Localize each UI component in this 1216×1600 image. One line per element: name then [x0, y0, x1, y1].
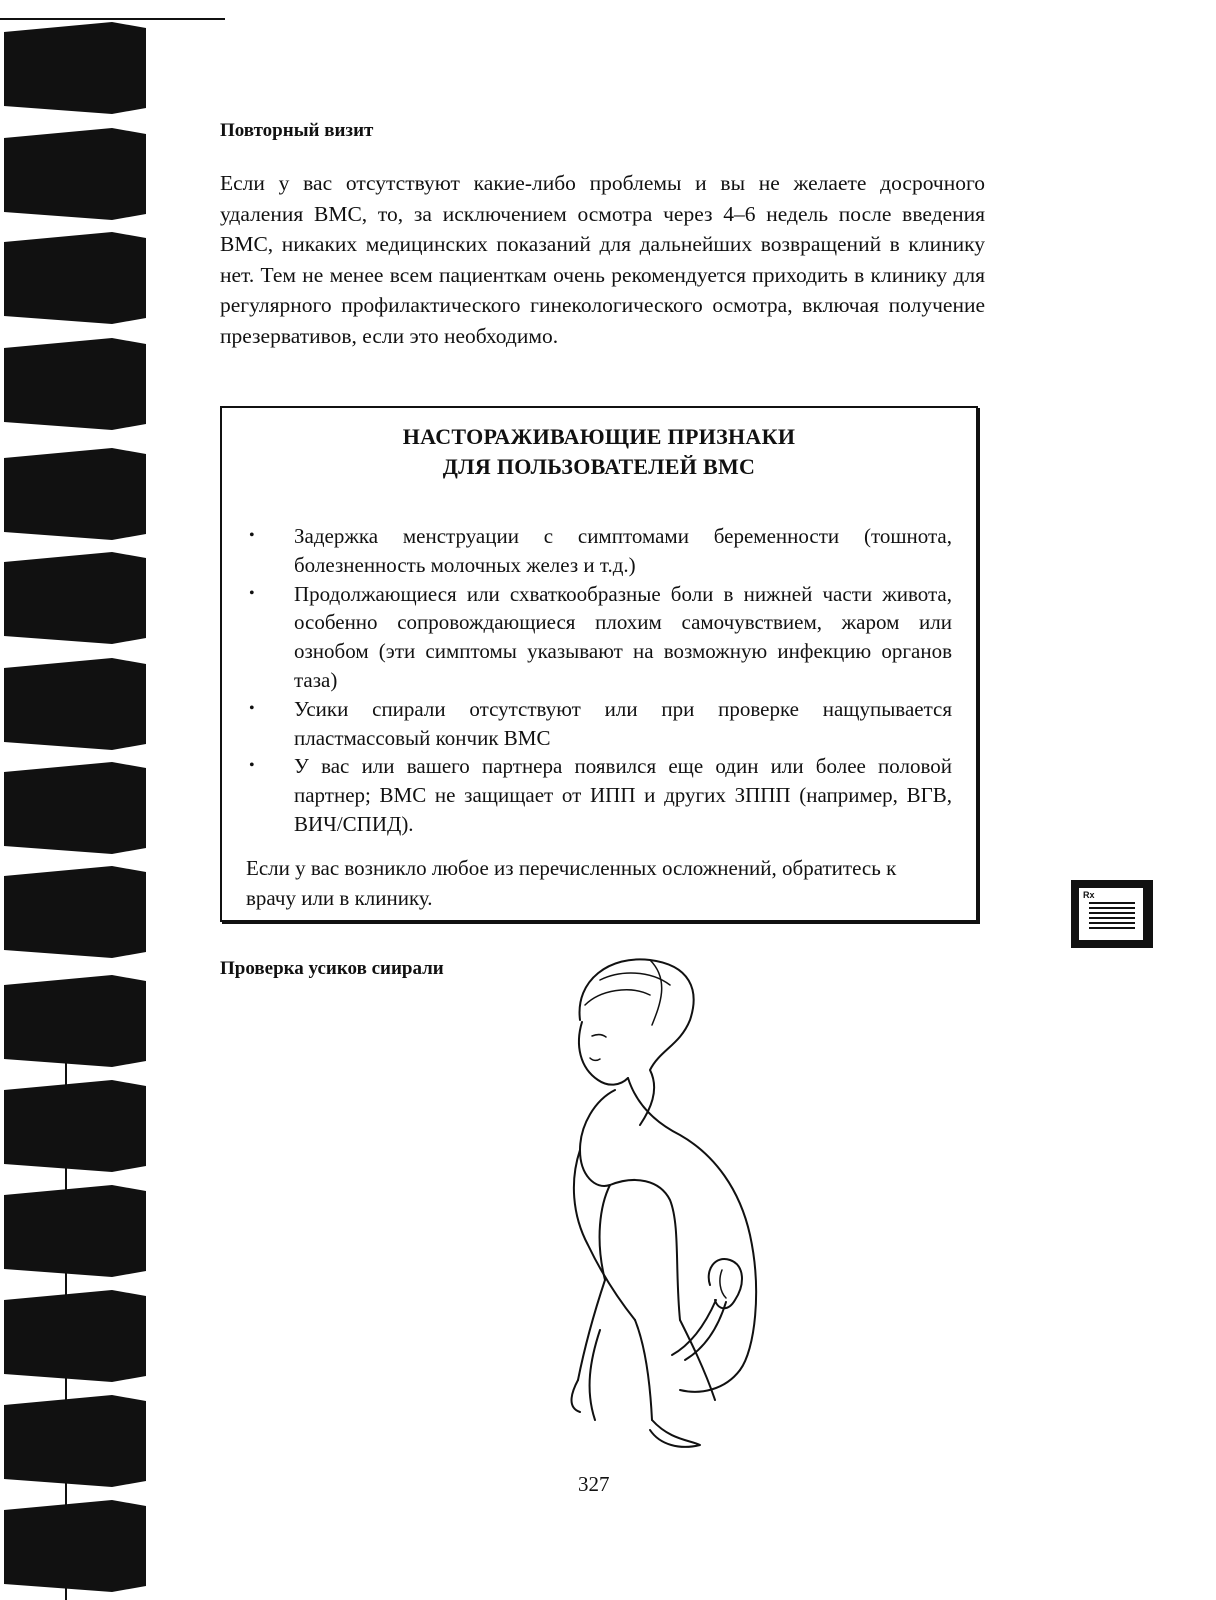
- warning-list: [222, 522, 976, 839]
- list-item: [222, 580, 976, 695]
- warning-footer: Если у вас возникло любое из перечисленных осложнений, обратитесь к врачу или в клинику.: [246, 855, 897, 910]
- rx-section-tab: [1071, 880, 1153, 948]
- bullet-icon: •: [249, 757, 255, 775]
- binding-ring: [4, 128, 146, 220]
- list-item: [222, 752, 976, 838]
- binding-ring: [4, 1290, 146, 1382]
- binding-ring: [4, 1080, 146, 1172]
- warning-item-text: У вас или вашего партнера появился еще один или более половой партнер; ВМС не защищает от ИПП и других ЗППП (например, ВГВ, ВИЧ/СПИД).: [294, 754, 952, 836]
- binding-ring: [4, 552, 146, 644]
- binding-ring: [4, 658, 146, 750]
- warning-title-line-2: ДЛЯ ПОЛЬЗОВАТЕЛЕЙ ВМС: [442, 454, 756, 479]
- text-lines-icon: [1089, 902, 1135, 932]
- warning-title-line-1: НАСТОРАЖИВАЮЩИЕ ПРИЗНАКИ: [402, 424, 796, 449]
- list-item: [222, 695, 976, 753]
- repeat-visit-paragraph: Если у вас отсутствуют какие-либо проблемы и вы не желаете досрочного удаления ВМС, то, за исключением осмотра через 4–6 недель после введения ВМС, никаких медицинских показаний для дальнейших возвращений в клинику нет. Тем не менее всем пациенткам очень рекомендуется приходить в клинику для регулярного профилактического гинекологического осмотра, включая получение презервативов, если это необходимо.: [220, 171, 985, 348]
- section-heading-repeat-visit: Повторный визит: [220, 120, 374, 141]
- binding-ring: [4, 1395, 146, 1487]
- warning-title: [222, 422, 976, 482]
- warning-signs-box: [220, 406, 978, 922]
- squatting-woman-illustration: [540, 950, 870, 1470]
- bullet-icon: •: [249, 699, 255, 717]
- binding-ring: [4, 1500, 146, 1592]
- list-item: [222, 522, 976, 580]
- page-number: 327: [578, 1472, 610, 1496]
- warning-item-text: Задержка менструации с симптомами беременности (тошнота, болезненность молочных желез и т.д.): [294, 524, 952, 577]
- warning-item-text: Продолжающиеся или схваткообразные боли в нижней части живота, особенно сопровождающиеся плохим самочувствием, жаром или ознобом (эти симптомы указывают на возможную инфекцию органов таза): [294, 581, 952, 692]
- rx-label: Rx: [1083, 890, 1095, 900]
- top-rule: [0, 18, 225, 20]
- rx-card-icon: [1079, 888, 1143, 940]
- warning-item-text: Усики спирали отсутствуют или при проверке нащупывается пластмассовый кончик ВМС: [294, 696, 952, 750]
- bullet-icon: •: [249, 527, 255, 544]
- binding-ring: [4, 448, 146, 540]
- binding-ring: [4, 975, 146, 1067]
- bullet-icon: •: [249, 584, 255, 602]
- binding-ring: [4, 866, 146, 958]
- binding-ring: [4, 1185, 146, 1277]
- binding-ring: [4, 762, 146, 854]
- section-heading-string-check: Проверка усиков сиирали: [220, 958, 444, 979]
- binding-ring: [4, 232, 146, 324]
- binding-ring: [4, 22, 146, 114]
- spiral-binding: [0, 0, 160, 1600]
- binding-ring: [4, 338, 146, 430]
